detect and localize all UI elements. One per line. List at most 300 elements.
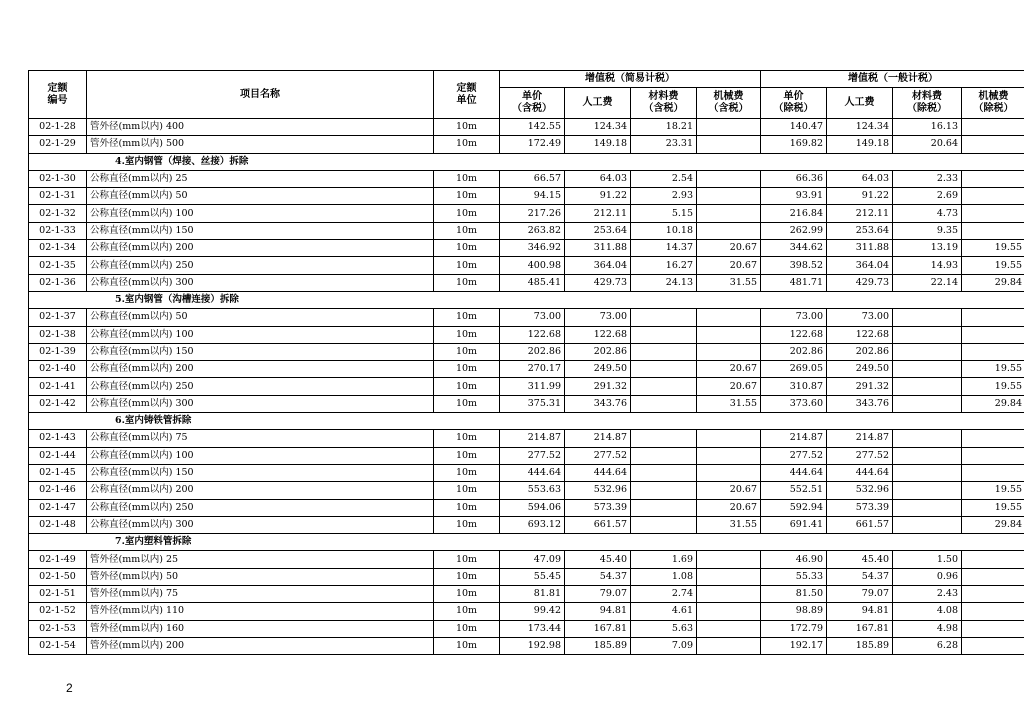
cell-unit: 10m — [434, 447, 500, 464]
cell-price-incl-tax: 400.98 — [500, 257, 565, 274]
cell-name: 公称直径(mm以内) 150 — [87, 343, 434, 360]
cell-price-excl-tax: 192.17 — [761, 637, 827, 654]
cell-machine-excl-tax — [962, 447, 1024, 464]
cell-price-excl-tax: 277.52 — [761, 447, 827, 464]
cell-unit: 10m — [434, 361, 500, 378]
cell-machine-excl-tax — [962, 119, 1024, 136]
cell-machine-excl-tax — [962, 136, 1024, 153]
cell-price-excl-tax: 202.86 — [761, 343, 827, 360]
cell-price-incl-tax: 55.45 — [500, 568, 565, 585]
cell-code: 02-1-46 — [29, 482, 87, 499]
cell-labor-general: 64.03 — [827, 170, 893, 187]
cell-code: 02-1-43 — [29, 430, 87, 447]
cell-labor-simple: 444.64 — [565, 464, 631, 481]
cell-price-incl-tax: 270.17 — [500, 361, 565, 378]
cell-machine-excl-tax: 19.55 — [962, 482, 1024, 499]
cell-price-incl-tax: 485.41 — [500, 274, 565, 291]
header-labor-general: 人工费 — [827, 88, 893, 119]
section-header-row — [29, 413, 1024, 430]
cell-machine-excl-tax: 29.84 — [962, 395, 1024, 412]
table-row — [29, 482, 1024, 499]
cell-price-incl-tax: 99.42 — [500, 603, 565, 620]
cell-code: 02-1-47 — [29, 499, 87, 516]
cell-name: 管外径(mm以内) 200 — [87, 637, 434, 654]
cell-code: 02-1-30 — [29, 170, 87, 187]
cell-labor-simple: 532.96 — [565, 482, 631, 499]
cell-unit: 10m — [434, 170, 500, 187]
cell-labor-general: 364.04 — [827, 257, 893, 274]
table-row — [29, 378, 1024, 395]
cell-material-incl-tax: 2.54 — [631, 170, 697, 187]
table-row — [29, 430, 1024, 447]
cell-unit: 10m — [434, 378, 500, 395]
cell-material-excl-tax: 14.93 — [893, 257, 962, 274]
cell-material-excl-tax: 16.13 — [893, 119, 962, 136]
cell-material-incl-tax — [631, 499, 697, 516]
cell-machine-incl-tax — [697, 568, 761, 585]
table-row — [29, 309, 1024, 326]
cell-labor-simple: 122.68 — [565, 326, 631, 343]
cell-labor-general: 311.88 — [827, 240, 893, 257]
cell-machine-incl-tax — [697, 343, 761, 360]
cell-name: 公称直径(mm以内) 200 — [87, 361, 434, 378]
table-row — [29, 586, 1024, 603]
cell-labor-general: 277.52 — [827, 447, 893, 464]
cell-code: 02-1-42 — [29, 395, 87, 412]
cell-material-excl-tax: 4.08 — [893, 603, 962, 620]
cell-material-incl-tax — [631, 482, 697, 499]
cell-labor-general: 45.40 — [827, 551, 893, 568]
cell-material-incl-tax — [631, 516, 697, 533]
cell-machine-excl-tax: 19.55 — [962, 378, 1024, 395]
cell-code: 02-1-36 — [29, 274, 87, 291]
cell-labor-simple: 214.87 — [565, 430, 631, 447]
cell-unit: 10m — [434, 482, 500, 499]
cell-labor-general: 54.37 — [827, 568, 893, 585]
cell-price-incl-tax: 217.26 — [500, 205, 565, 222]
cell-code: 02-1-50 — [29, 568, 87, 585]
cell-labor-simple: 364.04 — [565, 257, 631, 274]
cell-labor-simple: 277.52 — [565, 447, 631, 464]
cell-material-excl-tax — [893, 447, 962, 464]
cell-code: 02-1-51 — [29, 586, 87, 603]
cell-material-excl-tax — [893, 395, 962, 412]
cell-material-incl-tax: 2.93 — [631, 188, 697, 205]
cell-material-incl-tax: 1.69 — [631, 551, 697, 568]
cell-unit: 10m — [434, 257, 500, 274]
cell-code: 02-1-37 — [29, 309, 87, 326]
quota-table — [28, 70, 1024, 655]
cell-labor-simple: 64.03 — [565, 170, 631, 187]
cell-price-incl-tax: 122.68 — [500, 326, 565, 343]
cell-unit: 10m — [434, 586, 500, 603]
cell-material-excl-tax — [893, 309, 962, 326]
cell-material-excl-tax — [893, 430, 962, 447]
cell-machine-excl-tax: 19.55 — [962, 240, 1024, 257]
cell-price-excl-tax: 73.00 — [761, 309, 827, 326]
cell-code: 02-1-44 — [29, 447, 87, 464]
cell-unit: 10m — [434, 240, 500, 257]
page-number: 2 — [66, 681, 73, 695]
cell-labor-simple: 149.18 — [565, 136, 631, 153]
cell-labor-simple: 167.81 — [565, 620, 631, 637]
cell-material-incl-tax — [631, 361, 697, 378]
cell-machine-excl-tax: 29.84 — [962, 274, 1024, 291]
cell-labor-simple: 79.07 — [565, 586, 631, 603]
cell-labor-general: 291.32 — [827, 378, 893, 395]
cell-material-incl-tax: 10.18 — [631, 222, 697, 239]
table-row — [29, 257, 1024, 274]
cell-price-incl-tax: 173.44 — [500, 620, 565, 637]
cell-labor-general: 185.89 — [827, 637, 893, 654]
cell-name: 管外径(mm以内) 110 — [87, 603, 434, 620]
cell-price-incl-tax: 73.00 — [500, 309, 565, 326]
cell-unit: 10m — [434, 568, 500, 585]
cell-labor-simple: 249.50 — [565, 361, 631, 378]
table-row — [29, 274, 1024, 291]
cell-machine-incl-tax: 31.55 — [697, 274, 761, 291]
cell-labor-general: 79.07 — [827, 586, 893, 603]
cell-material-incl-tax: 7.09 — [631, 637, 697, 654]
cell-machine-incl-tax — [697, 326, 761, 343]
cell-machine-excl-tax: 19.55 — [962, 499, 1024, 516]
cell-unit: 10m — [434, 499, 500, 516]
cell-labor-simple: 73.00 — [565, 309, 631, 326]
cell-unit: 10m — [434, 430, 500, 447]
cell-code: 02-1-35 — [29, 257, 87, 274]
cell-material-excl-tax — [893, 378, 962, 395]
cell-labor-general: 249.50 — [827, 361, 893, 378]
cell-name: 公称直径(mm以内) 300 — [87, 274, 434, 291]
cell-price-incl-tax: 192.98 — [500, 637, 565, 654]
cell-labor-general: 214.87 — [827, 430, 893, 447]
cell-labor-simple: 212.11 — [565, 205, 631, 222]
cell-price-excl-tax: 552.51 — [761, 482, 827, 499]
cell-labor-simple: 573.39 — [565, 499, 631, 516]
cell-unit: 10m — [434, 326, 500, 343]
cell-material-incl-tax — [631, 447, 697, 464]
cell-code: 02-1-29 — [29, 136, 87, 153]
cell-material-excl-tax: 0.96 — [893, 568, 962, 585]
cell-material-incl-tax: 24.13 — [631, 274, 697, 291]
cell-price-incl-tax: 444.64 — [500, 464, 565, 481]
cell-name: 公称直径(mm以内) 25 — [87, 170, 434, 187]
table-row — [29, 568, 1024, 585]
cell-code: 02-1-49 — [29, 551, 87, 568]
cell-machine-excl-tax — [962, 326, 1024, 343]
cell-machine-incl-tax — [697, 447, 761, 464]
cell-machine-excl-tax — [962, 343, 1024, 360]
header-price-excl-tax: 单价 （除税） — [761, 88, 827, 119]
table-row — [29, 447, 1024, 464]
cell-machine-incl-tax: 20.67 — [697, 257, 761, 274]
cell-name: 公称直径(mm以内) 300 — [87, 395, 434, 412]
cell-machine-excl-tax — [962, 205, 1024, 222]
cell-price-excl-tax: 214.87 — [761, 430, 827, 447]
cell-price-excl-tax: 172.79 — [761, 620, 827, 637]
cell-labor-simple: 253.64 — [565, 222, 631, 239]
table-row — [29, 240, 1024, 257]
cell-machine-incl-tax — [697, 603, 761, 620]
cell-unit: 10m — [434, 551, 500, 568]
cell-labor-general: 661.57 — [827, 516, 893, 533]
cell-labor-general: 573.39 — [827, 499, 893, 516]
cell-price-excl-tax: 691.41 — [761, 516, 827, 533]
cell-machine-incl-tax: 20.67 — [697, 499, 761, 516]
cell-labor-simple: 54.37 — [565, 568, 631, 585]
cell-labor-general: 429.73 — [827, 274, 893, 291]
cell-name: 公称直径(mm以内) 300 — [87, 516, 434, 533]
table-row — [29, 516, 1024, 533]
cell-price-excl-tax: 93.91 — [761, 188, 827, 205]
cell-price-incl-tax: 594.06 — [500, 499, 565, 516]
cell-price-excl-tax: 122.68 — [761, 326, 827, 343]
cell-unit: 10m — [434, 274, 500, 291]
cell-unit: 10m — [434, 343, 500, 360]
cell-price-incl-tax: 172.49 — [500, 136, 565, 153]
table-row — [29, 326, 1024, 343]
cell-name: 公称直径(mm以内) 50 — [87, 188, 434, 205]
cell-price-incl-tax: 277.52 — [500, 447, 565, 464]
table-row — [29, 170, 1024, 187]
cell-material-excl-tax: 1.50 — [893, 551, 962, 568]
cell-machine-excl-tax — [962, 430, 1024, 447]
cell-code: 02-1-34 — [29, 240, 87, 257]
cell-machine-excl-tax — [962, 170, 1024, 187]
cell-labor-general: 124.34 — [827, 119, 893, 136]
cell-machine-incl-tax: 20.67 — [697, 482, 761, 499]
cell-machine-excl-tax: 29.84 — [962, 516, 1024, 533]
cell-labor-general: 532.96 — [827, 482, 893, 499]
cell-unit: 10m — [434, 395, 500, 412]
cell-labor-general: 167.81 — [827, 620, 893, 637]
cell-labor-general: 444.64 — [827, 464, 893, 481]
cell-machine-incl-tax — [697, 205, 761, 222]
cell-price-excl-tax: 481.71 — [761, 274, 827, 291]
cell-code: 02-1-38 — [29, 326, 87, 343]
cell-material-incl-tax — [631, 464, 697, 481]
cell-material-excl-tax — [893, 464, 962, 481]
cell-labor-simple: 45.40 — [565, 551, 631, 568]
cell-material-incl-tax: 16.27 — [631, 257, 697, 274]
cell-labor-simple: 91.22 — [565, 188, 631, 205]
cell-material-incl-tax: 2.74 — [631, 586, 697, 603]
cell-unit: 10m — [434, 309, 500, 326]
cell-code: 02-1-45 — [29, 464, 87, 481]
cell-price-incl-tax: 202.86 — [500, 343, 565, 360]
cell-name: 公称直径(mm以内) 100 — [87, 447, 434, 464]
table-row — [29, 551, 1024, 568]
cell-unit: 10m — [434, 603, 500, 620]
cell-machine-incl-tax: 20.67 — [697, 378, 761, 395]
cell-labor-simple: 343.76 — [565, 395, 631, 412]
cell-price-incl-tax: 693.12 — [500, 516, 565, 533]
cell-name: 管外径(mm以内) 500 — [87, 136, 434, 153]
cell-name: 公称直径(mm以内) 75 — [87, 430, 434, 447]
cell-code: 02-1-33 — [29, 222, 87, 239]
cell-material-excl-tax: 22.14 — [893, 274, 962, 291]
cell-name: 公称直径(mm以内) 100 — [87, 326, 434, 343]
cell-machine-incl-tax — [697, 309, 761, 326]
cell-name: 公称直径(mm以内) 250 — [87, 378, 434, 395]
cell-price-incl-tax: 263.82 — [500, 222, 565, 239]
cell-machine-excl-tax — [962, 637, 1024, 654]
section-title: 4.室内钢管（焊接、丝接）拆除 — [29, 153, 1024, 170]
cell-price-excl-tax: 140.47 — [761, 119, 827, 136]
cell-code: 02-1-54 — [29, 637, 87, 654]
cell-machine-excl-tax — [962, 586, 1024, 603]
cell-machine-excl-tax — [962, 603, 1024, 620]
cell-price-excl-tax: 444.64 — [761, 464, 827, 481]
section-title: 7.室内塑料管拆除 — [29, 534, 1024, 551]
cell-name: 公称直径(mm以内) 250 — [87, 257, 434, 274]
cell-unit: 10m — [434, 516, 500, 533]
cell-machine-incl-tax: 20.67 — [697, 240, 761, 257]
cell-material-incl-tax: 1.08 — [631, 568, 697, 585]
table-row — [29, 205, 1024, 222]
cell-labor-simple: 311.88 — [565, 240, 631, 257]
cell-material-excl-tax: 2.33 — [893, 170, 962, 187]
cell-name: 公称直径(mm以内) 200 — [87, 240, 434, 257]
cell-price-incl-tax: 375.31 — [500, 395, 565, 412]
cell-price-incl-tax: 81.81 — [500, 586, 565, 603]
cell-material-incl-tax: 18.21 — [631, 119, 697, 136]
cell-price-incl-tax: 346.92 — [500, 240, 565, 257]
cell-unit: 10m — [434, 205, 500, 222]
cell-labor-general: 149.18 — [827, 136, 893, 153]
header-labor-simple: 人工费 — [565, 88, 631, 119]
section-header-row — [29, 153, 1024, 170]
cell-price-excl-tax: 81.50 — [761, 586, 827, 603]
cell-price-excl-tax: 262.99 — [761, 222, 827, 239]
table-row — [29, 464, 1024, 481]
table-row — [29, 343, 1024, 360]
cell-machine-excl-tax — [962, 568, 1024, 585]
cell-unit: 10m — [434, 620, 500, 637]
cell-machine-incl-tax — [697, 637, 761, 654]
cell-code: 02-1-52 — [29, 603, 87, 620]
cell-price-incl-tax: 142.55 — [500, 119, 565, 136]
cell-name: 管外径(mm以内) 160 — [87, 620, 434, 637]
table-row — [29, 222, 1024, 239]
cell-unit: 10m — [434, 188, 500, 205]
cell-name: 公称直径(mm以内) 200 — [87, 482, 434, 499]
cell-machine-excl-tax: 19.55 — [962, 257, 1024, 274]
cell-name: 公称直径(mm以内) 150 — [87, 222, 434, 239]
header-material-incl-tax: 材料费 （含税） — [631, 88, 697, 119]
header-machine-excl-tax: 机械费 （除税） — [962, 88, 1024, 119]
cell-machine-incl-tax: 31.55 — [697, 516, 761, 533]
cell-machine-excl-tax: 19.55 — [962, 361, 1024, 378]
cell-machine-excl-tax — [962, 222, 1024, 239]
cell-name: 公称直径(mm以内) 250 — [87, 499, 434, 516]
cell-labor-simple: 185.89 — [565, 637, 631, 654]
cell-labor-simple: 202.86 — [565, 343, 631, 360]
cell-machine-incl-tax — [697, 464, 761, 481]
cell-name: 公称直径(mm以内) 150 — [87, 464, 434, 481]
cell-labor-general: 212.11 — [827, 205, 893, 222]
cell-labor-simple: 94.81 — [565, 603, 631, 620]
table-row — [29, 188, 1024, 205]
cell-material-incl-tax: 5.15 — [631, 205, 697, 222]
table-row — [29, 637, 1024, 654]
cell-material-excl-tax: 4.98 — [893, 620, 962, 637]
cell-machine-incl-tax: 20.67 — [697, 361, 761, 378]
cell-name: 管外径(mm以内) 50 — [87, 568, 434, 585]
cell-labor-simple: 124.34 — [565, 119, 631, 136]
table-row — [29, 361, 1024, 378]
cell-code: 02-1-41 — [29, 378, 87, 395]
cell-price-excl-tax: 373.60 — [761, 395, 827, 412]
cell-machine-incl-tax — [697, 222, 761, 239]
cell-unit: 10m — [434, 464, 500, 481]
cell-material-excl-tax — [893, 516, 962, 533]
header-price-incl-tax: 单价 （含税） — [500, 88, 565, 119]
cell-machine-incl-tax — [697, 119, 761, 136]
cell-material-excl-tax: 2.69 — [893, 188, 962, 205]
cell-material-incl-tax: 5.63 — [631, 620, 697, 637]
cell-price-excl-tax: 398.52 — [761, 257, 827, 274]
cell-material-excl-tax: 20.64 — [893, 136, 962, 153]
cell-labor-simple: 429.73 — [565, 274, 631, 291]
cell-machine-excl-tax — [962, 309, 1024, 326]
cell-machine-incl-tax: 31.55 — [697, 395, 761, 412]
cell-material-excl-tax: 4.73 — [893, 205, 962, 222]
cell-price-excl-tax: 216.84 — [761, 205, 827, 222]
table-row — [29, 395, 1024, 412]
cell-price-excl-tax: 66.36 — [761, 170, 827, 187]
cell-material-excl-tax — [893, 343, 962, 360]
cell-material-excl-tax: 2.43 — [893, 586, 962, 603]
cell-machine-excl-tax — [962, 551, 1024, 568]
cell-material-excl-tax — [893, 482, 962, 499]
cell-machine-incl-tax — [697, 586, 761, 603]
cell-price-incl-tax: 311.99 — [500, 378, 565, 395]
cell-price-excl-tax: 98.89 — [761, 603, 827, 620]
header-group-general-tax: 增值税（一般计税） — [761, 71, 1024, 88]
cell-code: 02-1-32 — [29, 205, 87, 222]
table-row — [29, 136, 1024, 153]
table-row — [29, 603, 1024, 620]
cell-material-excl-tax — [893, 326, 962, 343]
cell-price-incl-tax: 47.09 — [500, 551, 565, 568]
cell-price-excl-tax: 169.82 — [761, 136, 827, 153]
table-row — [29, 620, 1024, 637]
header-name: 项目名称 — [87, 71, 434, 119]
cell-name: 管外径(mm以内) 400 — [87, 119, 434, 136]
section-title: 5.室内钢管（沟槽连接）拆除 — [29, 291, 1024, 308]
cell-price-incl-tax: 214.87 — [500, 430, 565, 447]
cell-unit: 10m — [434, 222, 500, 239]
cell-machine-excl-tax — [962, 464, 1024, 481]
cell-labor-general: 73.00 — [827, 309, 893, 326]
header-group-simple-tax: 增值税（简易计税） — [500, 71, 761, 88]
cell-price-incl-tax: 66.57 — [500, 170, 565, 187]
cell-material-incl-tax — [631, 343, 697, 360]
cell-price-excl-tax: 46.90 — [761, 551, 827, 568]
section-header-row — [29, 291, 1024, 308]
table-row — [29, 499, 1024, 516]
cell-price-excl-tax: 592.94 — [761, 499, 827, 516]
cell-code: 02-1-48 — [29, 516, 87, 533]
cell-price-excl-tax: 344.62 — [761, 240, 827, 257]
cell-labor-simple: 291.32 — [565, 378, 631, 395]
cell-labor-general: 94.81 — [827, 603, 893, 620]
cell-code: 02-1-39 — [29, 343, 87, 360]
header-material-excl-tax: 材料费 （除税） — [893, 88, 962, 119]
cell-code: 02-1-40 — [29, 361, 87, 378]
cell-material-incl-tax: 23.31 — [631, 136, 697, 153]
